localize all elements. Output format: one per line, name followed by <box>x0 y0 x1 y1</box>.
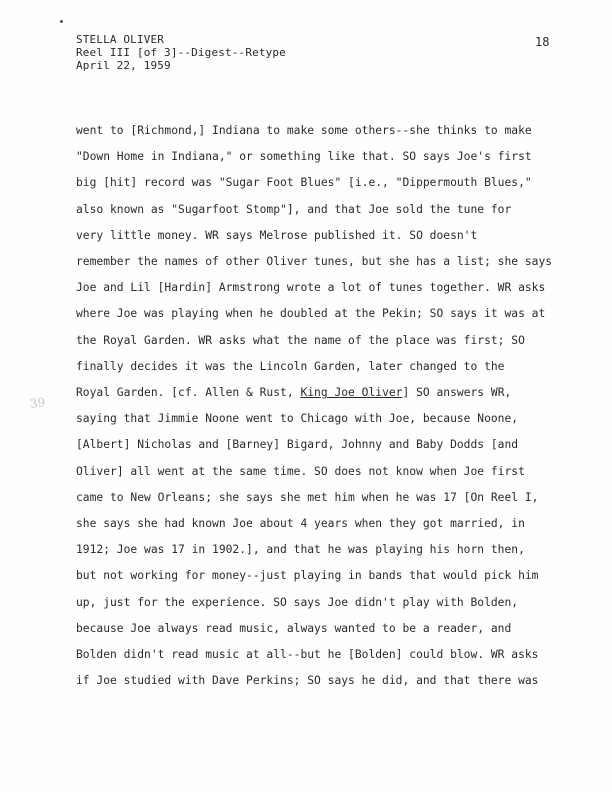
transcript-line: the Royal Garden. WR asks what the name of the place was first; SO <box>76 333 525 347</box>
transcript-line: if Joe studied with Dave Perkins; SO says he did, and that there was <box>76 674 539 688</box>
line-segment: Royal Garden. [cf. Allen & Rust, <box>76 386 301 400</box>
transcript-line: big [hit] record was "Sugar Foot Blues" [i.e., "Dippermouth Blues," <box>76 176 532 190</box>
header-name: STELLA OLIVER <box>76 33 165 46</box>
transcript-line: very little money. WR says Melrose published it. SO doesn't <box>76 228 478 242</box>
transcript-line: went to [Richmond,] Indiana to make some others--she thinks to make <box>76 124 532 137</box>
transcript-line: finally decides it was the Lincoln Garden, later changed to the <box>76 359 505 373</box>
transcript-line: she says she had known Joe about 4 years when they got married, in <box>76 517 525 531</box>
transcript-line: Oliver] all went at the same time. SO does not know when Joe first <box>76 464 525 478</box>
transcript-line: "Down Home in Indiana," or something like that. SO says Joe's first <box>76 150 532 164</box>
transcript-line: because Joe always read music, always wanted to be a reader, and <box>76 621 512 635</box>
transcript-line: up, just for the experience. SO says Joe didn't play with Bolden, <box>76 595 519 609</box>
transcript-body <box>76 118 576 694</box>
transcript-line: [Albert] Nicholas and [Barney] Bigard, Johnny and Baby Dodds [and <box>76 438 519 452</box>
transcript-line: saying that Jimmie Noone went to Chicago with Joe, because Noone, <box>76 412 519 426</box>
header-date: April 22, 1959 <box>76 59 171 72</box>
line-segment: ] SO answers WR, <box>402 386 512 400</box>
document-header <box>76 33 286 72</box>
transcript-line: Joe and Lil [Hardin] Armstrong wrote a lot of tunes together. WR asks <box>76 281 546 295</box>
transcript-line: Bolden didn't read music at all--but he [Bolden] could blow. WR asks <box>76 648 539 662</box>
transcript-line: but not working for money--just playing in bands that would pick him <box>76 569 539 583</box>
transcript-line: 1912; Joe was 17 in 1902.], and that he was playing his horn then, <box>76 543 525 557</box>
transcript-line: also known as "Sugarfoot Stomp"], and that Joe sold the tune for <box>76 202 512 216</box>
book-title: King Joe Oliver <box>300 386 403 400</box>
transcript-line <box>76 380 576 406</box>
transcript-line: where Joe was playing when he doubled at the Pekin; SO says it was at <box>76 307 546 321</box>
transcript-line: remember the names of other Oliver tunes, but she has a list; she says <box>76 255 553 269</box>
header-reel: Reel III [of 3]--Digest--Retype <box>76 46 286 59</box>
scan-speck <box>60 20 63 23</box>
page-number: 18 <box>535 35 550 49</box>
transcript-line: came to New Orleans; she says she met him when he was 17 [On Reel I, <box>76 490 539 504</box>
margin-mark: 39 <box>29 395 47 411</box>
